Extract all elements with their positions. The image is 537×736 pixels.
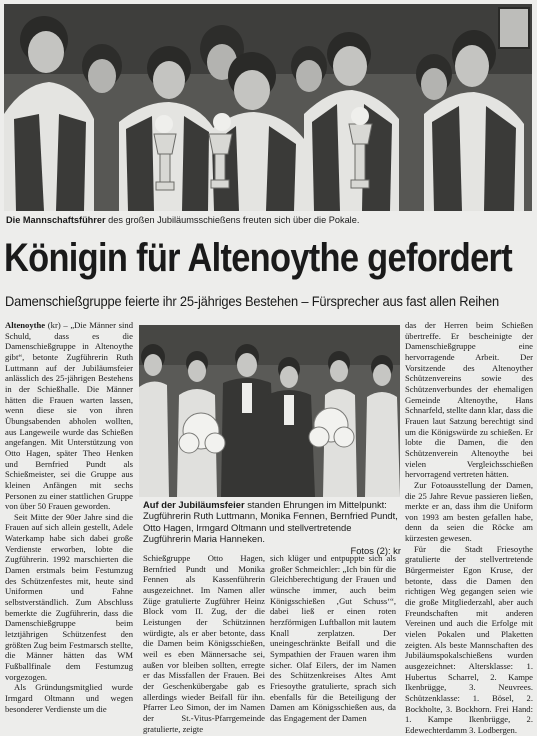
photo-illustration bbox=[4, 4, 532, 211]
column-4-paragraph-2: Zur Fotoausstellung der Damen, die 25 Jahre Revue passieren ließen, merkte er an, dass ihm die Uniform von 1993 am besten gefallen habe, denn da seien die Röcke am kürzesten gewesen. bbox=[405, 479, 533, 544]
column-1-paragraph-1-text: (kr) – „Die Männer sind Schuld, dass es die Damenschießgruppe in Altenoythe gibt“, betonte Zugführerin Ruth Luttmann auf der Jubiläumsfeier anlässlich des 25-jährigen Bestehens in der Schießhalle. Die Männer hätten die Frauen warten lassen, wenn diese sie von ihren Übungsabenden abholen wollten, aus Langeweile wurde das Schießen angefangen. Mit Unterstützung von Otto Hagen, später Theo Henken und Bernfried Pundt als Schießmeister, sei die Gruppe aus kleinen Anfängen mit sechs Personen zu einer stattlichen Gruppe von über 50 Frauen geworden. bbox=[5, 320, 133, 512]
article-column-4 bbox=[405, 320, 533, 736]
column-4-paragraph-3: Für die Stadt Friesoythe gratulierte der stellvertretende Bürgermeister Egon Kruse, der betonte, dass die Damen den richtigen Weg gegangen seien wie die große Mitgliederzahl, aber auch Freundschaften mit anderen Vereinen und auch die Erfolge mit vielen Pokalen und Plaketten zeigten. Als beste Mannschaften des Jubiläumspokalschießens wurden ausgezeichnet: Altersklasse: 1. Hubertus Scharrel, 2. Kampe Ikenbrügge, 3. Neuvrees. Schützenklasse: 1. Bösel, 2. Bockholte, 3. Bockhorn. Frei Hand: 1. Kampe Ikenbrügge, 2. Edewechterdamm 3. Lodbergen. bbox=[405, 543, 533, 735]
column-1-paragraph-2: Seit Mitte der 90er Jahre sind die Frauen auf sich allein gestellt, Adele Waterkamp habe sich dabei große Verdienste erworben, lobte die Zugführerin. 1992 marschierten die Damen erstmals beim Festumzug des Schützenfestes mit, heute sind Uniformen und Fahne selbstverständlich. Zum Abschluss bemerkte die Zugführerin, dass die Damenschießgruppe beim letztjährigen Schützenfest den größten Zug beim Festmarsch stellte, die Männer hätten das WM Fußballfinale dem Festumzug vorgezogen. bbox=[5, 511, 133, 682]
inner-caption-lead: Auf der Jubiläumsfeier bbox=[143, 499, 245, 510]
article-column-3 bbox=[270, 553, 396, 724]
inner-photo-caption bbox=[143, 499, 401, 556]
top-caption-text: des großen Jubiläumsschießens freuten sich über die Pokale. bbox=[105, 215, 360, 225]
article-column-1 bbox=[5, 320, 133, 714]
column-3-paragraph-1: sich klüger und entpuppte sich als großer Schmeichler: „Ich bin für die Gleichberechtigung der Frauen und wünsche immer, auch beim Königsschießen ‚Gut Schuss‘“, dabei ließ er einen roten herzförmigen Luftballon mit lautem Knall zerplatzen. Der uneingeschränkte Beifall und die Sympathien der Frauen waren ihm sicher. Olaf Eilers, der im Namen des Schützenkreises Altes Amt Friesoythe gratulierte, sprach sich ebenfalls für die Beteiligung der Damen am Königsschießen aus, da das Engagement der Damen bbox=[270, 553, 396, 723]
group-photo-team-captains bbox=[4, 4, 532, 211]
photo-illustration-2 bbox=[139, 325, 400, 497]
inner-caption-text: standen Ehrungen im Mittelpunkt: Zugführerin Ruth Luttmann, Monika Fennen, Bernfried Pundt, Otto Hagen, Irmgard Oltmann und stellvertretende Zugführerin Maria Hanneken. bbox=[143, 499, 398, 545]
article-headline: Königin für Altenoythe gefordert bbox=[4, 236, 512, 280]
column-2-paragraph-1: Schießgruppe Otto Hagen, Bernfried Pundt und Monika Fennen als Kassenführerin ausgezeichnet. Im Namen aller Züge gratulierte Zugführer Heinz Block vom II. Zug, der die Leistungen der Schützinnen würdigte, als er aber betonte, dass die Damen beim Königsschießen, weil es eben Männersache sei, außen vor bleiben sollten, erregte er das Missfallen der Frauen. Bei der Geschenkübergabe gab es allerdings wieder Beifall für ihn. Pfarrer Leo Simon, der im Namen der St.-Vitus-Pfarrgemeinde gratulierte, zeigte bbox=[143, 553, 265, 734]
article-subheadline: Damenschießgruppe feierte ihr 25-jähriges Bestehen – Fürsprecher aus fast allen Reihen bbox=[5, 293, 499, 309]
dateline: Altenoythe bbox=[5, 320, 46, 330]
anniversary-celebration-photo bbox=[139, 325, 400, 497]
column-4-paragraph-1: das der Herren beim Schießen übertreffe. Er bescheinigte der Damenschießgruppe eine hervorragende Arbeit. Der Vorsitzende des Altenoyther Schützenvereins sowie des Schützenverbundes der ehemaligen Gemeinde Altenoythe, Hans Schnarfeld, stellte dann klar, dass die Frauen laut Satzung berechtigt sind um die Königswürde zu schießen. Er lobte die Damen, die den Schützenverein Altenoythe bei vielen Vergleichsschießen hervorragend vertreten hätten. bbox=[405, 320, 533, 480]
top-caption-lead: Die Mannschaftsführer bbox=[6, 215, 106, 225]
article-column-2 bbox=[143, 553, 265, 734]
photo-credit: Fotos (2): kr bbox=[350, 544, 401, 556]
column-1-paragraph-1 bbox=[5, 320, 133, 512]
top-photo-caption bbox=[6, 214, 532, 226]
column-1-paragraph-3: Als Gründungsmitglied wurde Irmgard Oltmann und wegen besonderer Verdienste um die bbox=[5, 682, 133, 714]
